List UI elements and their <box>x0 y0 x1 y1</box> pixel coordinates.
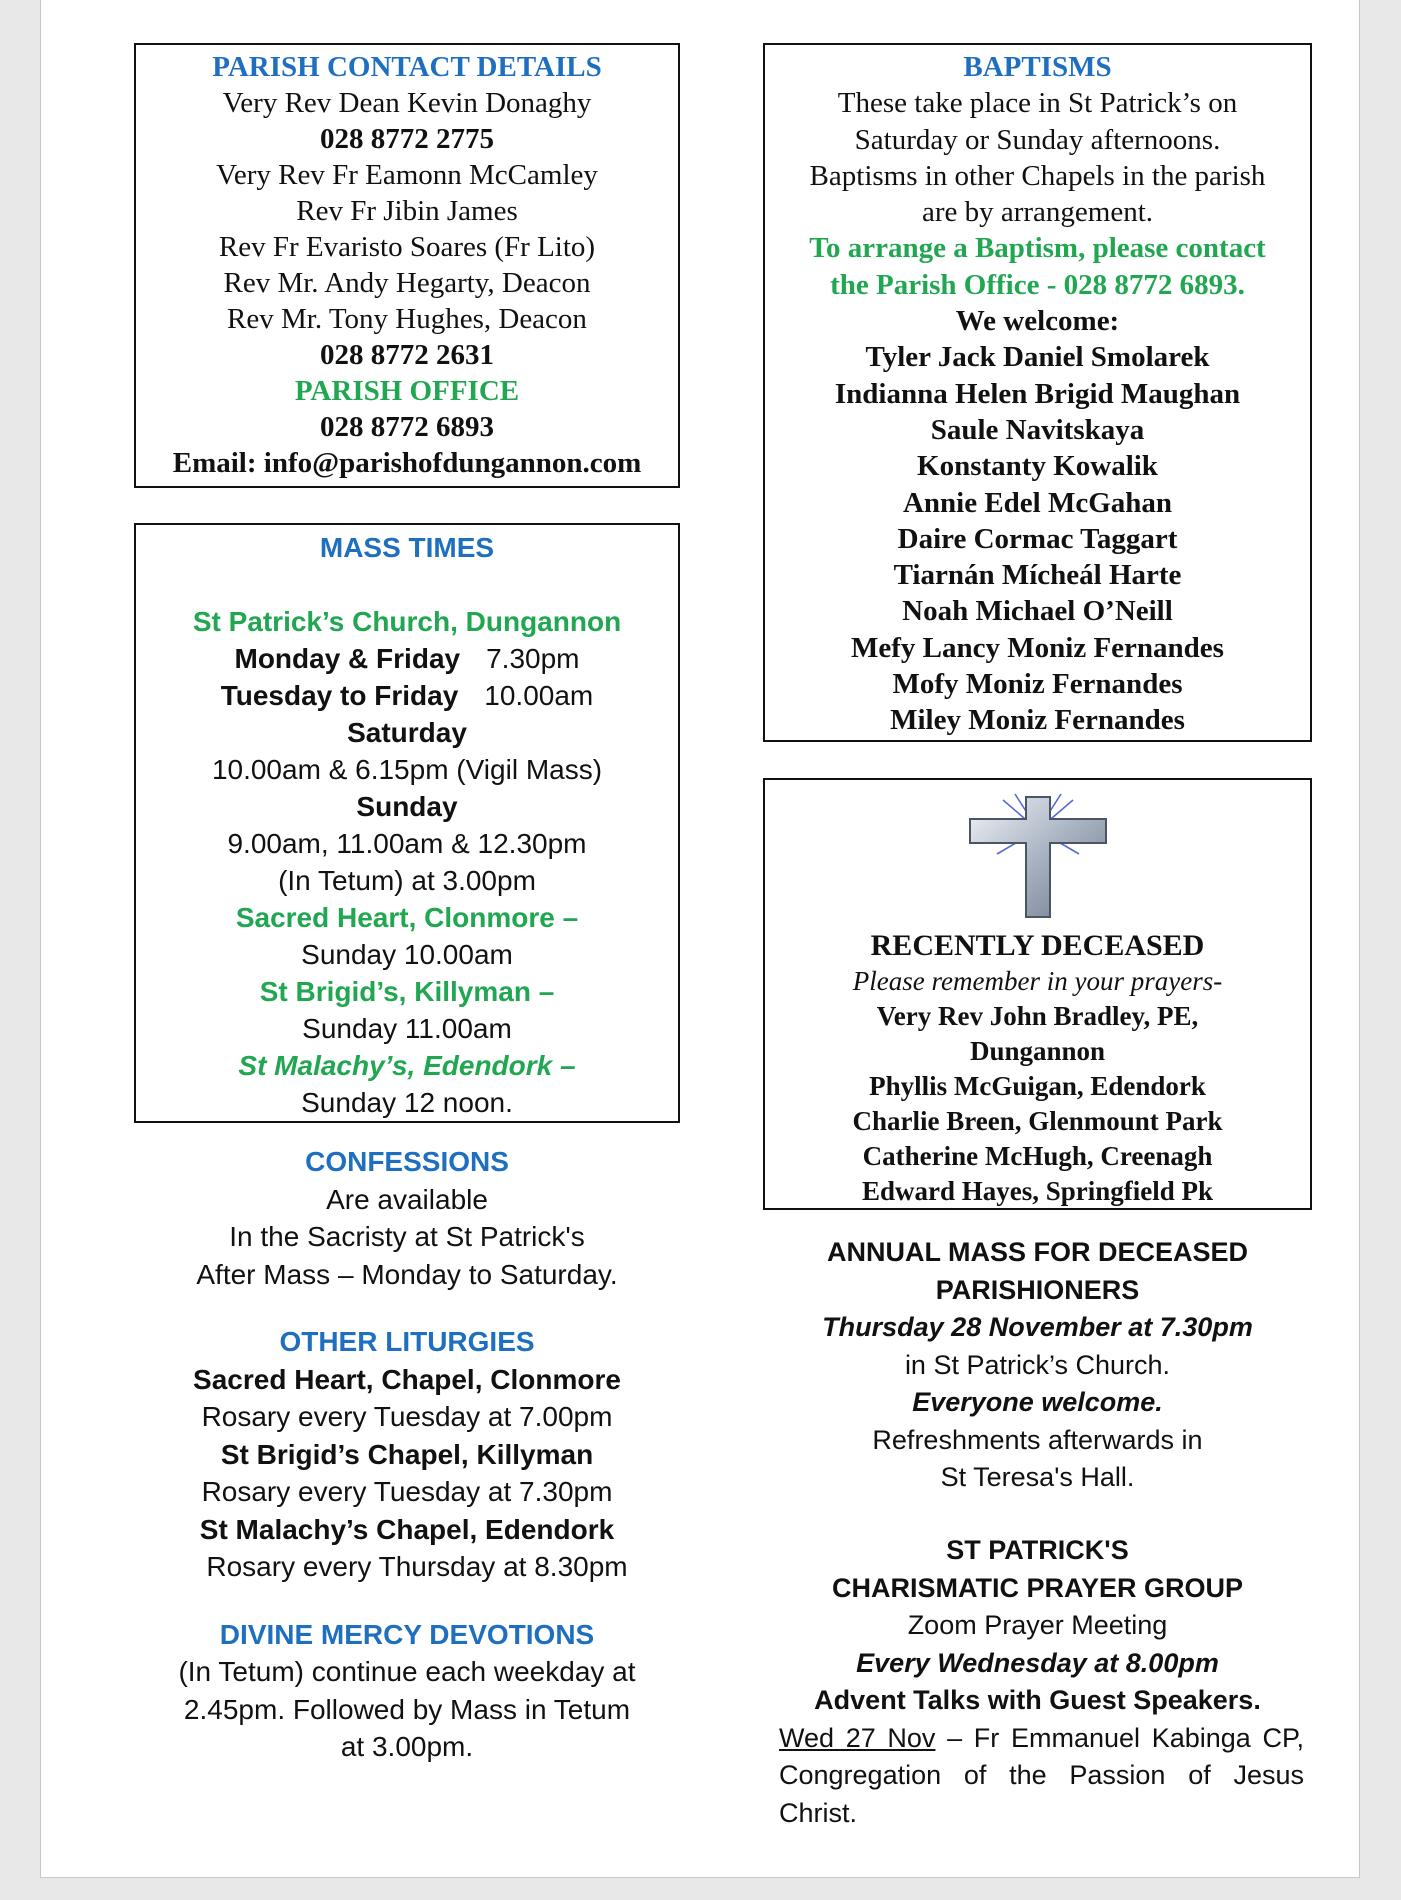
liturgy-detail: Rosary every Thursday at 8.30pm <box>206 1551 628 1582</box>
baptism-name: Konstanty Kowalik <box>917 450 1158 483</box>
divine-line: at 3.00pm. <box>340 1731 474 1762</box>
deceased-title-row <box>765 928 1310 964</box>
office-title: PARISH OFFICE <box>294 375 520 407</box>
annual-where: in St Patrick’s Church. <box>904 1349 1171 1380</box>
spacer <box>134 1293 680 1323</box>
mass-times-box <box>134 523 680 1123</box>
mass-time: Sunday 10.00am <box>301 939 513 970</box>
baptisms-info: are by arrangement. <box>921 196 1154 229</box>
liturgy-detail: Rosary every Tuesday at 7.00pm <box>201 1401 613 1432</box>
mass-row-tuesday <box>136 677 678 714</box>
office-phone: 028 8772 6893 <box>320 411 494 443</box>
annual-refresh: Refreshments afterwards in <box>872 1424 1203 1455</box>
confessions-line: Are available <box>326 1183 488 1215</box>
spacer <box>136 566 678 603</box>
deceased-name: Edward Hayes, Springfield Pk <box>861 1176 1214 1206</box>
baptisms-info: Saturday or Sunday afternoons. <box>854 123 1221 156</box>
annual-welcome: Everyone welcome. <box>912 1387 1163 1417</box>
cross-wrap <box>765 792 1310 922</box>
annual-refresh: St Teresa's Hall. <box>940 1462 1135 1492</box>
baptism-name: Tiarnán Mícheál Harte <box>893 559 1182 592</box>
mass-title: MASS TIMES <box>319 532 495 563</box>
prayer-advent: Advent Talks with Guest Speakers. <box>814 1685 1261 1715</box>
baptisms-info: These take place in St Patrick’s on <box>837 87 1238 120</box>
annual-title: ANNUAL MASS FOR DECEASED <box>826 1237 1249 1267</box>
prayer-group-section <box>763 1532 1312 1832</box>
deceased-list <box>765 964 1310 1209</box>
clergy-item: Very Rev Fr Eamonn McCamley <box>216 159 598 191</box>
baptism-name: Noah Michael O’Neill <box>902 595 1173 628</box>
deceased-prompt: Please remember in your prayers- <box>852 966 1223 996</box>
deceased-name: Charlie Breen, Glenmount Park <box>852 1106 1223 1136</box>
mass-time: Sunday 12 noon. <box>301 1087 513 1118</box>
prayer-meeting: Zoom Prayer Meeting <box>907 1610 1168 1640</box>
mass-row-monday <box>136 640 678 677</box>
mass-day: Saturday <box>347 717 467 748</box>
church-name: St Patrick’s Church, Dungannon <box>192 606 622 637</box>
annual-title: PARISHIONERS <box>935 1274 1140 1305</box>
annual-mass-section <box>763 1234 1312 1497</box>
clergy-phone: 028 8772 2631 <box>320 339 494 371</box>
mass-time: Sunday 11.00am <box>302 1013 512 1044</box>
talk-detail: – Fr Emmanuel Kabinga CP, Congregation of the Passion of Jesus Christ. <box>779 1722 1304 1828</box>
liturgy-detail: Rosary every Tuesday at 7.30pm <box>201 1476 613 1507</box>
baptisms-contact: To arrange a Baptism, please contact <box>809 232 1266 265</box>
liturgy-place: Sacred Heart, Chapel, Clonmore <box>193 1363 621 1395</box>
divine-line: 2.45pm. Followed by Mass in Tetum <box>183 1693 631 1725</box>
clergy-item: Rev Fr Jibin James <box>296 195 518 227</box>
left-lower-section <box>134 1143 680 1766</box>
mass-time: (In Tetum) at 3.00pm <box>278 865 536 896</box>
baptism-name: Annie Edel McGahan <box>902 486 1173 519</box>
deceased-name: Very Rev John Bradley, PE, <box>876 1001 1199 1031</box>
mass-day: Tuesday to Friday <box>220 680 459 711</box>
church-name: Sacred Heart, Clonmore – <box>235 902 579 933</box>
mass-time: 10.00am & 6.15pm (Vigil Mass) <box>211 754 603 785</box>
mass-day: Sunday <box>356 791 458 822</box>
annual-when: Thursday 28 November at 7.30pm <box>822 1312 1253 1342</box>
baptisms-welcome: We welcome: <box>955 305 1120 338</box>
confessions-line: In the Sacristy at St Patrick's <box>229 1221 585 1252</box>
deceased-box <box>763 778 1312 1210</box>
prayer-when: Every Wednesday at 8.00pm <box>856 1647 1219 1678</box>
contact-email[interactable]: Email: info@parishofdungannon.com <box>172 447 642 479</box>
confessions-title: CONFESSIONS <box>305 1146 509 1177</box>
prayer-talk <box>763 1720 1312 1833</box>
baptism-name: Saule Navitskaya <box>930 413 1145 446</box>
liturgies-title: OTHER LITURGIES <box>279 1326 535 1357</box>
prayer-title: CHARISMATIC PRAYER GROUP <box>831 1572 1244 1603</box>
prayer-title: ST PATRICK'S <box>946 1535 1129 1565</box>
clergy-item: Rev Mr. Tony Hughes, Deacon <box>227 303 587 335</box>
baptism-name: Mofy Moniz Fernandes <box>892 668 1183 701</box>
clergy-item: Rev Fr Evaristo Soares (Fr Lito) <box>218 231 596 263</box>
contact-box <box>134 43 680 488</box>
baptism-name: Indianna Helen Brigid Maughan <box>834 377 1241 410</box>
spacer <box>134 1586 680 1616</box>
divine-line: (In Tetum) continue each weekday at <box>178 1656 636 1687</box>
deceased-name: Phyllis McGuigan, Edendork <box>869 1071 1206 1101</box>
bulletin-page <box>40 0 1360 1878</box>
baptism-name: Tyler Jack Daniel Smolarek <box>865 341 1210 374</box>
contact-title: PARISH CONTACT DETAILS <box>212 51 602 83</box>
liturgy-place: St Brigid’s Chapel, Killyman <box>220 1438 594 1470</box>
church-name: St Malachy’s, Edendork – <box>238 1050 576 1081</box>
mass-time: 10.00am <box>484 680 594 711</box>
baptism-name: Miley Moniz Fernandes <box>890 704 1185 737</box>
baptism-name: Mefy Lancy Moniz Fernandes <box>851 631 1224 664</box>
cross-icon <box>963 792 1113 922</box>
deceased-title: RECENTLY DECEASED <box>870 929 1205 962</box>
mass-time: 9.00am, 11.00am & 12.30pm <box>227 828 587 859</box>
baptisms-title: BAPTISMS <box>963 51 1112 83</box>
dean-phone: 028 8772 2775 <box>320 123 494 155</box>
baptisms-box <box>763 43 1312 742</box>
dean-name: Very Rev Dean Kevin Donaghy <box>222 87 592 119</box>
confessions-line: After Mass – Monday to Saturday. <box>196 1258 618 1290</box>
talk-date: Wed 27 Nov <box>779 1722 936 1753</box>
deceased-name: Catherine McHugh, Creenagh <box>862 1141 1213 1171</box>
baptisms-info: Baptisms in other Chapels in the parish <box>809 159 1266 192</box>
divine-title: DIVINE MERCY DEVOTIONS <box>219 1618 595 1650</box>
church-name: St Brigid’s, Killyman – <box>259 976 555 1007</box>
baptisms-contact: the Parish Office - 028 8772 6893. <box>830 268 1245 301</box>
mass-day: Monday & Friday <box>234 643 461 674</box>
mass-time: 7.30pm <box>486 643 580 674</box>
clergy-item: Rev Mr. Andy Hegarty, Deacon <box>223 267 591 299</box>
liturgy-place: St Malachy’s Chapel, Edendork <box>199 1513 615 1545</box>
baptism-name: Daire Cormac Taggart <box>897 522 1178 555</box>
deceased-name: Dungannon <box>969 1036 1106 1066</box>
